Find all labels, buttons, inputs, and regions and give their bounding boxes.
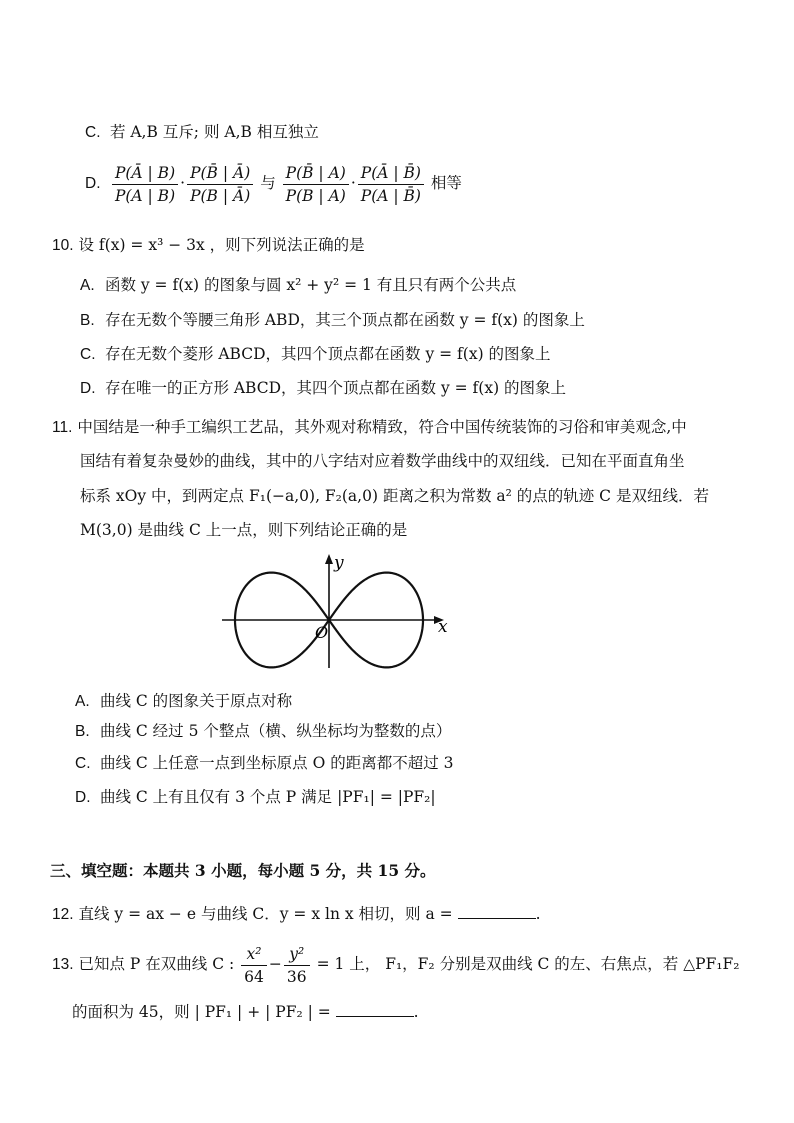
q9-option-c	[85, 121, 319, 144]
q11-stem-line-4: M(3,0) 是曲线 C 上一点，则下列结论正确的是	[80, 521, 408, 539]
x-axis-label: x	[438, 617, 448, 637]
origin-label: O	[315, 623, 329, 642]
q10-number: 10.	[52, 237, 74, 254]
q13-fraction-x: $\frac{\text{x²}}{64}$	[241, 944, 267, 987]
q9-option-d: D. $\frac{P(Ā | B)}{P(A | B)}$ · $\frac{P(B̄ | Ā)}{P(B | Ā)}$ 与 $\frac{P(B̄ | A)}{P(B | A)}$ · $\frac{P(Ā | B̄)}{P(A | B̄)}$ 相等	[85, 158, 462, 208]
q11-stem-line-3: 标系 xOy 中，到两定点 F₁(−a,0), F₂(a,0) 距离之积为常数 a² 的点的轨迹 C 是双纽线．若	[80, 487, 709, 505]
q11-number: 11.	[52, 419, 73, 436]
q13-fraction-y: $\frac{\text{y²}}{36}$	[284, 944, 310, 987]
q12-text: 直线 y = ax − e 与曲线 C．y = x ln x 相切，则 a =	[78, 905, 453, 923]
q10-option-b: B. 存在无数个等腰三角形 ABD，其三个顶点都在函数 y = f(x) 的图象上	[80, 311, 585, 329]
q12-answer-blank[interactable]	[458, 902, 536, 919]
q9-fraction-2: $\frac{P(B̄ | Ā)}{P(B | Ā)}$	[187, 163, 253, 206]
y-axis-label: y	[334, 553, 344, 573]
q10-stem	[52, 234, 365, 257]
q10-option-d: D. 存在唯一的正方形 ABCD，其四个顶点都在函数 y = f(x) 的图象上	[80, 379, 567, 397]
q12-number: 12.	[52, 906, 74, 923]
q13-answer-blank[interactable]	[336, 1000, 414, 1017]
q9-option-d-label: D.	[85, 175, 101, 192]
y-axis-arrow	[325, 554, 333, 564]
lemniscate-figure	[222, 552, 462, 670]
q9-fraction-1: $\frac{P(Ā | B)}{P(A | B)}$	[112, 163, 178, 206]
q11-option-b: B. 曲线 C 经过 5 个整点（横、纵坐标均为整数的点）	[75, 722, 452, 740]
q9-fraction-4: $\frac{P(Ā | B̄)}{P(A | B̄)}$	[358, 163, 424, 206]
q12: 12. 直线 y = ax − e 与曲线 C．y = x ln x 相切，则 a = .	[52, 902, 541, 926]
q13-number: 13.	[52, 956, 74, 973]
section-3-title: 三、填空题：本题共 3 小题，每小题 5 分，共 15 分。	[50, 861, 436, 880]
q10-option-a: A. 函数 y = f(x) 的图象与圆 x² + y² = 1 有且只有两个公共点	[80, 276, 517, 294]
q9-option-c-text: 若 A,B 互斥; 则 A,B 相互独立	[109, 123, 319, 141]
q10-option-c: C. 存在无数个菱形 ABCD，其四个顶点都在函数 y = f(x) 的图象上	[80, 345, 551, 363]
q11-stem-line-2: 国结有着复杂曼妙的曲线，其中的八字结对应着数学曲线中的双纽线．已知在平面直角坐	[80, 452, 685, 470]
q10-stem-text: 设 f(x) = x³ − 3x ，则下列说法正确的是	[78, 236, 365, 254]
q11-option-c: C. 曲线 C 上任意一点到坐标原点 O 的距离都不超过 3	[75, 754, 454, 772]
q11-option-a: A. 曲线 C 的图象关于原点对称	[75, 692, 293, 710]
q11-stem-line-1: 11. 中国结是一种手工编织工艺品，其外观对称精致，符合中国传统装饰的习俗和审美观念,中	[52, 418, 687, 436]
q9-fraction-3: $\frac{P(B̄ | A)}{P(B | A)}$	[283, 163, 349, 206]
q9-option-d-joiner: 与	[260, 174, 276, 192]
q9-option-d-suffix: 相等	[430, 174, 462, 192]
q13-line-2: 的面积为 45，则 | PF₁ | + | PF₂ | = .	[72, 1000, 419, 1023]
q11-option-d: D. 曲线 C 上有且仅有 3 个点 P 满足 |PF₁| = |PF₂|	[75, 788, 436, 806]
q9-option-c-label: C.	[85, 124, 101, 141]
q13-line-1: 13. 已知点 P 在双曲线 C : $\frac{\text{x²}}{64}$ − $\frac{\text{y²}}{36}$ = 1 上， F₁，F₂ 分别是双曲线 C 的左、右焦点，若 △PF₁F₂	[52, 944, 740, 986]
